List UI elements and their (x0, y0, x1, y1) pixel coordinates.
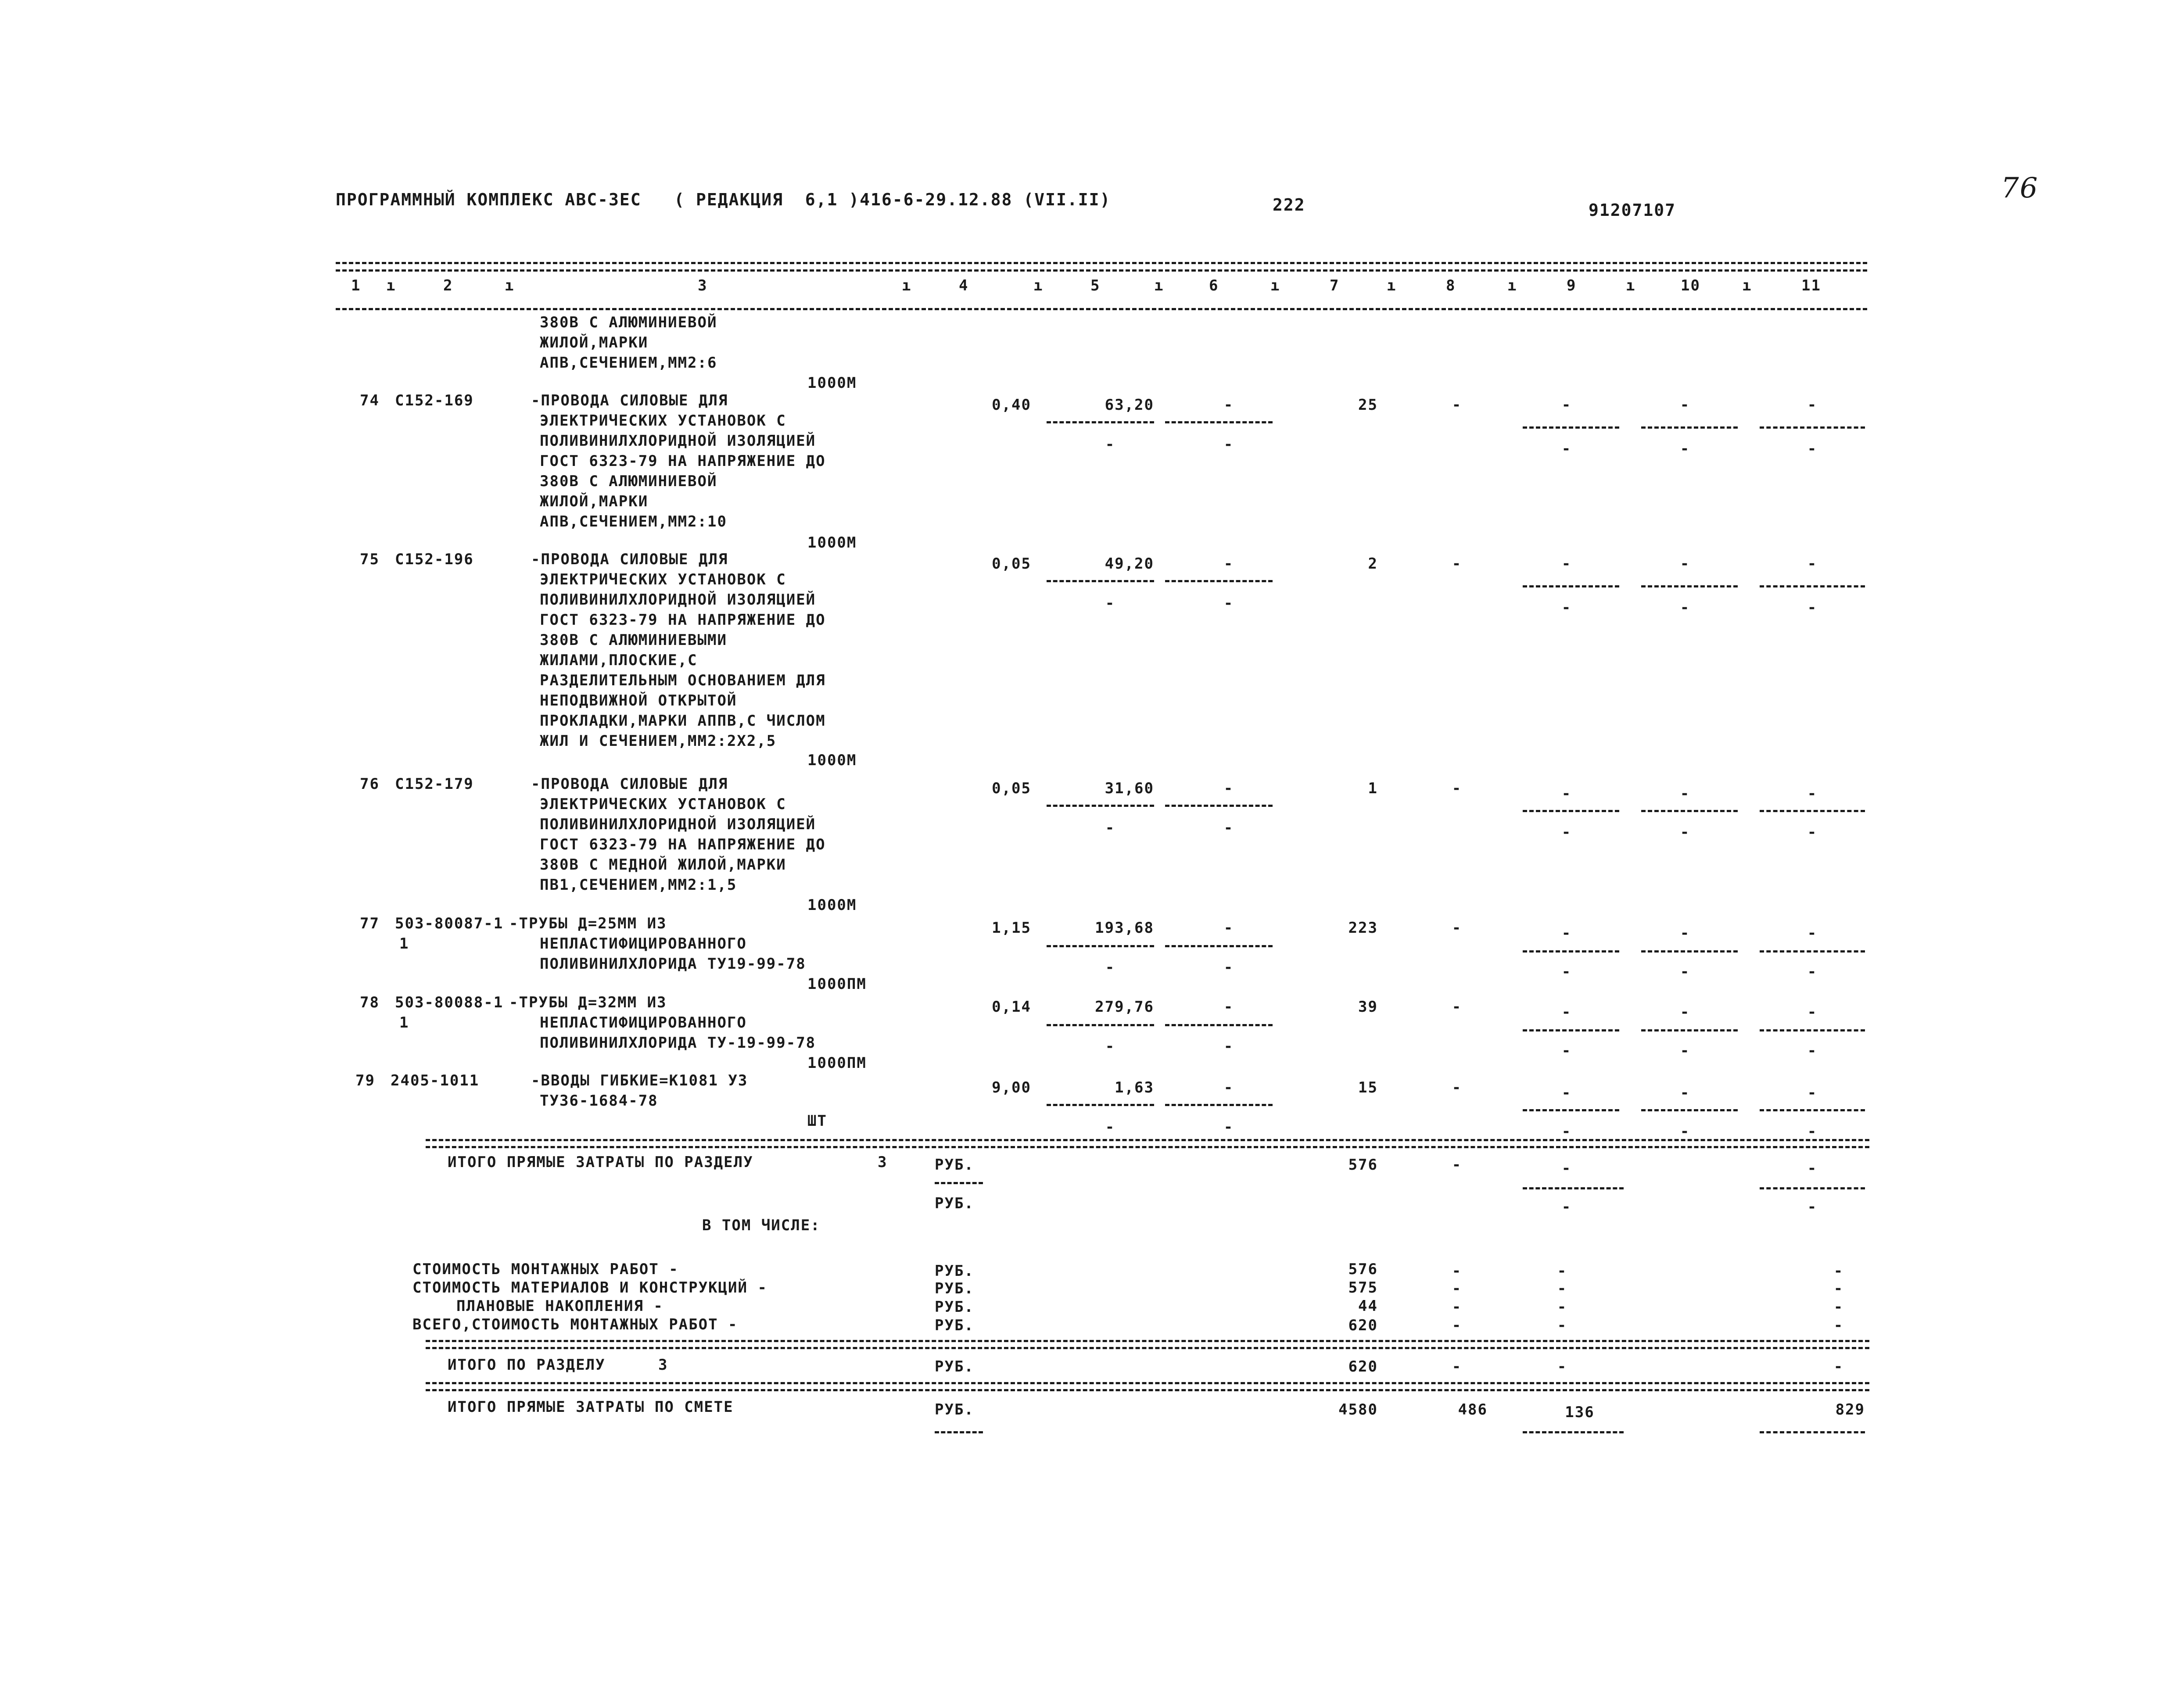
description-line: АПВ,СЕЧЕНИЕМ,ММ2:10 (540, 513, 727, 530)
col11-cell: - (1807, 1160, 1818, 1177)
subtotal-rule (1760, 810, 1865, 812)
total-cost-cell: 2 (1368, 555, 1378, 573)
subtotal-rule (1641, 950, 1738, 953)
quantity-cell: 0,05 (992, 780, 1031, 797)
subtotal-rule (1760, 1029, 1865, 1031)
description-line: -ВВОДЫ ГИБКИЕ=К1081 У3 (531, 1072, 748, 1089)
subtotal-rule (1760, 950, 1865, 953)
sub-col11-cell: - (1807, 440, 1818, 458)
row-number: 75 (360, 551, 380, 568)
row-code-continuation: 1 (399, 1014, 409, 1031)
currency-label: РУБ. (935, 1195, 974, 1212)
subtotal-rule (1641, 426, 1738, 429)
column-header-8: 8 (1446, 277, 1456, 294)
subtotal-rule (1641, 585, 1738, 587)
col8-cell: - (1452, 1358, 1462, 1375)
description-line: -ПРОВОДА СИЛОВЫЕ ДЛЯ (531, 551, 728, 568)
total-cost-cell: 25 (1358, 396, 1378, 414)
subtotal-rule (1047, 1104, 1154, 1106)
description-line: ЭЛЕКТРИЧЕСКИХ УСТАНОВОК С (540, 795, 786, 813)
row-number: 76 (360, 775, 380, 793)
subtotal-rule (1760, 1109, 1865, 1111)
description-line: ПРОКЛАДКИ,МАРКИ АППВ,С ЧИСЛОМ (540, 712, 826, 730)
quantity-cell: 0,40 (992, 396, 1031, 414)
column-header-2: 2 (443, 277, 453, 294)
col8-cell: - (1452, 1262, 1462, 1280)
sub-col11-cell: - (1807, 1198, 1818, 1216)
description-line: ПОЛИВИНИЛХЛОРИДНОЙ ИЗОЛЯЦИЕЙ (540, 816, 816, 833)
col9-cell: - (1561, 785, 1572, 802)
column-header-11: 11 (1801, 277, 1821, 294)
col6-cell: - (1223, 780, 1234, 797)
total-cost-cell: 620 (1348, 1317, 1378, 1334)
currency-label: РУБ. (935, 1358, 974, 1375)
total-cost-cell: 576 (1348, 1156, 1378, 1174)
subtotal-rule (1760, 1187, 1865, 1189)
section-number: 3 (878, 1153, 888, 1171)
column-header-5: 5 (1090, 277, 1101, 294)
col11-cell: - (1833, 1317, 1844, 1334)
description-line: АПВ,СЕЧЕНИЕМ,ММ2:6 (540, 354, 717, 372)
unit-price-cell: 193,68 (1095, 919, 1154, 937)
total-cost-cell: 39 (1358, 998, 1378, 1016)
program-header: ПРОГРАММНЫЙ КОМПЛЕКС АВС-ЗЕС ( РЕДАКЦИЯ 6,1 )416-6-29.12.88 (VII.II) (336, 190, 1111, 209)
header-rule-mid (336, 269, 1867, 272)
quantity-cell: 9,00 (992, 1079, 1031, 1096)
subtotal-rule (1523, 950, 1619, 953)
col10-cell: - (1680, 555, 1690, 573)
sub-col9-cell: - (1561, 440, 1572, 458)
description-line: 380В С МЕДНОЙ ЖИЛОЙ,МАРКИ (540, 856, 786, 874)
col9-cell: - (1561, 1003, 1572, 1021)
sub-col10-cell: - (1680, 1042, 1690, 1060)
description-line: ПОЛИВИНИЛХЛОРИДНОЙ ИЗОЛЯЦИЕЙ (540, 432, 816, 450)
sub-col6-cell: - (1223, 1118, 1234, 1136)
subtotal-rule (1523, 1431, 1624, 1433)
column-header-10: 10 (1681, 277, 1700, 294)
sub-col6-cell: - (1223, 819, 1234, 837)
subtotal-rule (1523, 1029, 1619, 1031)
column-sep: ı (1387, 277, 1397, 294)
subtotal-rule (1047, 945, 1154, 947)
subtotal-rule (1523, 585, 1619, 587)
column-header-6: 6 (1209, 277, 1219, 294)
breakdown-label: ВСЕГО,СТОИМОСТЬ МОНТАЖНЫХ РАБОТ - (412, 1316, 738, 1333)
description-line: -ТРУБЫ Д=25ММ ИЗ (509, 915, 667, 932)
column-header-7: 7 (1330, 277, 1340, 294)
col8-cell: - (1452, 998, 1462, 1016)
col11-cell: 829 (1835, 1401, 1865, 1418)
col9-cell: - (1561, 396, 1572, 414)
unit-price-cell: 49,20 (1105, 555, 1154, 573)
header-rule-bottom (336, 308, 1867, 310)
col9-cell: - (1557, 1317, 1567, 1334)
subtotal-rule (1165, 805, 1273, 807)
col8-cell: - (1452, 396, 1462, 414)
unit-label: 1000М (807, 896, 857, 914)
row-number: 79 (355, 1072, 375, 1089)
column-sep: ı (386, 277, 396, 294)
page-number: 222 (1273, 195, 1305, 215)
row-number: 78 (360, 994, 380, 1011)
description-line: -ТРУБЫ Д=32ММ ИЗ (509, 994, 667, 1011)
col11-cell: - (1807, 785, 1818, 802)
sub-col5-cell: - (1105, 436, 1115, 453)
col11-cell: - (1807, 396, 1818, 414)
subtotal-rule (1523, 810, 1619, 812)
subtotal-rule (1165, 1104, 1273, 1106)
col11-cell: - (1807, 1003, 1818, 1021)
unit-label: 1000М (807, 534, 857, 551)
total-cost-cell: 1 (1368, 780, 1378, 797)
total-cost-cell: 223 (1348, 919, 1378, 937)
col9-cell: - (1557, 1358, 1567, 1375)
sub-col11-cell: - (1807, 599, 1818, 616)
currency-label: РУБ. (935, 1262, 974, 1280)
row-code: 503-80088-1 (395, 994, 504, 1011)
sub-col5-cell: - (1105, 819, 1115, 837)
col8-cell: - (1452, 1156, 1462, 1174)
description-line: НЕПЛАСТИФИЦИРОВАННОГО (540, 935, 747, 953)
breakdown-label: СТОИМОСТЬ МАТЕРИАЛОВ И КОНСТРУКЦИЙ - (412, 1279, 767, 1296)
subtotal-rule (1641, 810, 1738, 812)
description-line: ГОСТ 6323-79 НА НАПРЯЖЕНИЕ ДО (540, 611, 826, 629)
unit-label: 1000М (807, 374, 857, 392)
col11-cell: - (1807, 555, 1818, 573)
subtotal-rule (935, 1182, 983, 1184)
column-sep: ı (1626, 277, 1636, 294)
including-heading: В ТОМ ЧИСЛЕ: (702, 1217, 821, 1234)
subtotal-rule (1760, 426, 1865, 429)
column-header-4: 4 (959, 277, 969, 294)
column-header-9: 9 (1567, 277, 1577, 294)
sub-col5-cell: - (1105, 594, 1115, 612)
sub-col11-cell: - (1807, 824, 1818, 841)
sub-col5-cell: - (1105, 1118, 1115, 1136)
col9-cell: 136 (1565, 1404, 1595, 1421)
col9-cell: - (1561, 1084, 1572, 1102)
col9-cell: - (1557, 1298, 1567, 1316)
description-line: -ПРОВОДА СИЛОВЫЕ ДЛЯ (531, 392, 728, 409)
unit-price-cell: 1,63 (1115, 1079, 1154, 1096)
description-line: ЭЛЕКТРИЧЕСКИХ УСТАНОВОК С (540, 571, 786, 588)
subtotal-rule (1165, 1024, 1273, 1026)
total-cost-cell: 576 (1348, 1261, 1378, 1278)
column-header-3: 3 (698, 277, 708, 294)
currency-label: РУБ. (935, 1401, 974, 1418)
col6-cell: - (1223, 919, 1234, 937)
row-code-continuation: 1 (399, 935, 409, 953)
quantity-cell: 0,14 (992, 998, 1031, 1016)
col11-cell: - (1833, 1262, 1844, 1280)
section-rule (426, 1382, 1869, 1384)
subtotal-rule (935, 1431, 983, 1433)
total-cost-cell: 620 (1348, 1358, 1378, 1375)
col6-cell: - (1223, 555, 1234, 573)
sub-col9-cell: - (1561, 1042, 1572, 1060)
subtotal-rule (1641, 1029, 1738, 1031)
description-line: ПВ1,СЕЧЕНИЕМ,ММ2:1,5 (540, 876, 737, 894)
sub-col6-cell: - (1223, 436, 1234, 453)
col10-cell: - (1680, 396, 1690, 414)
subtotal-rule (1641, 1109, 1738, 1111)
document-code: 91207107 (1589, 201, 1676, 220)
description-line: ПОЛИВИНИЛХЛОРИДА ТУ-19-99-78 (540, 1034, 816, 1052)
subtotal-rule (1047, 580, 1154, 582)
col9-cell: - (1557, 1262, 1567, 1280)
subtotal-rule (1523, 1187, 1624, 1189)
direct-costs-label: ИТОГО ПРЯМЫЕ ЗАТРАТЫ ПО РАЗДЕЛУ (448, 1153, 753, 1171)
column-header-1: 1 (351, 277, 361, 294)
unit-label: ШТ (807, 1112, 827, 1130)
row-code: С152-196 (395, 551, 474, 568)
description-line: ПОЛИВИНИЛХЛОРИДНОЙ ИЗОЛЯЦИЕЙ (540, 591, 816, 609)
sub-col5-cell: - (1105, 959, 1115, 976)
description-line: ГОСТ 6323-79 НА НАПРЯЖЕНИЕ ДО (540, 836, 826, 853)
description-line: ГОСТ 6323-79 НА НАПРЯЖЕНИЕ ДО (540, 452, 826, 470)
subtotal-rule (1760, 585, 1865, 587)
sub-col10-cell: - (1680, 440, 1690, 458)
sub-col11-cell: - (1807, 963, 1818, 981)
column-sep: ı (1033, 277, 1044, 294)
currency-label: РУБ. (935, 1317, 974, 1334)
column-sep: ı (1154, 277, 1164, 294)
row-code: С152-179 (395, 775, 474, 793)
quantity-cell: 1,15 (992, 919, 1031, 937)
col8-cell: - (1452, 1317, 1462, 1334)
unit-label: 1000ПМ (807, 1054, 867, 1072)
col9-cell: - (1557, 1280, 1567, 1297)
subtotal-rule (1047, 1024, 1154, 1026)
subtotal-rule (1047, 805, 1154, 807)
subtotal-rule (1760, 1431, 1865, 1433)
col10-cell: - (1680, 1003, 1690, 1021)
col9-cell: - (1561, 924, 1572, 942)
sub-col5-cell: - (1105, 1038, 1115, 1055)
sub-col10-cell: - (1680, 599, 1690, 616)
col11-cell: - (1807, 924, 1818, 942)
description-line: -ПРОВОДА СИЛОВЫЕ ДЛЯ (531, 775, 728, 793)
section-rule (426, 1340, 1869, 1342)
sub-col9-cell: - (1561, 1123, 1572, 1140)
handwritten-page-number: 76 (2001, 172, 2039, 204)
section-rule (426, 1139, 1869, 1141)
col6-cell: - (1223, 396, 1234, 414)
col8-cell: - (1452, 1280, 1462, 1297)
column-sep: ı (1742, 277, 1752, 294)
sub-col10-cell: - (1680, 963, 1690, 981)
total-cost-cell: 15 (1358, 1079, 1378, 1096)
description-line: НЕПЛАСТИФИЦИРОВАННОГО (540, 1014, 747, 1031)
sub-col9-cell: - (1561, 824, 1572, 841)
currency-label: РУБ. (935, 1156, 974, 1174)
sub-col10-cell: - (1680, 1123, 1690, 1140)
row-code: 503-80087-1 (395, 915, 504, 932)
section-rule (426, 1347, 1869, 1349)
quantity-cell: 0,05 (992, 555, 1031, 573)
sub-col11-cell: - (1807, 1042, 1818, 1060)
description-line: ЖИЛОЙ,МАРКИ (540, 493, 649, 510)
description-line: РАЗДЕЛИТЕЛЬНЫМ ОСНОВАНИЕМ ДЛЯ (540, 672, 826, 689)
subtotal-rule (1165, 945, 1273, 947)
col10-cell: - (1680, 924, 1690, 942)
sub-col6-cell: - (1223, 594, 1234, 612)
unit-label: 1000М (807, 752, 857, 769)
section-rule (426, 1146, 1869, 1148)
col11-cell: - (1833, 1358, 1844, 1375)
col6-cell: - (1223, 998, 1234, 1016)
subtotal-rule (1523, 426, 1619, 429)
sub-col9-cell: - (1561, 963, 1572, 981)
col9-cell: - (1561, 555, 1572, 573)
col10-cell: - (1680, 785, 1690, 802)
breakdown-label: СТОИМОСТЬ МОНТАЖНЫХ РАБОТ - (412, 1261, 679, 1278)
total-cost-cell: 44 (1358, 1297, 1378, 1315)
description-line: ЖИЛОЙ,МАРКИ (540, 334, 649, 351)
column-sep: ı (505, 277, 515, 294)
total-cost-cell: 4580 (1338, 1401, 1378, 1418)
sub-col9-cell: - (1561, 599, 1572, 616)
description-line: ЖИЛАМИ,ПЛОСКИЕ,С (540, 652, 698, 669)
description-line: 380В С АЛЮМИНИЕВОЙ (540, 473, 717, 490)
col10-cell: - (1680, 1084, 1690, 1102)
description-line: ТУ36-1684-78 (540, 1092, 658, 1110)
header-rule-top (336, 262, 1867, 264)
unit-price-cell: 31,60 (1105, 780, 1154, 797)
estimate-total-label: ИТОГО ПРЯМЫЕ ЗАТРАТЫ ПО СМЕТЕ (448, 1398, 734, 1416)
column-sep: ı (1507, 277, 1517, 294)
subtotal-rule (1047, 421, 1154, 423)
total-cost-cell: 575 (1348, 1279, 1378, 1296)
description-line: ЖИЛ И СЕЧЕНИЕМ,ММ2:2Х2,5 (540, 732, 777, 750)
col8-cell: - (1452, 555, 1462, 573)
row-code: 2405-1011 (391, 1072, 480, 1089)
row-number: 77 (360, 915, 380, 932)
currency-label: РУБ. (935, 1280, 974, 1297)
col8-cell: 486 (1458, 1401, 1488, 1418)
currency-label: РУБ. (935, 1298, 974, 1316)
description-line: ПОЛИВИНИЛХЛОРИДА ТУ19-99-78 (540, 955, 806, 973)
col11-cell: - (1833, 1280, 1844, 1297)
sub-col10-cell: - (1680, 824, 1690, 841)
col8-cell: - (1452, 919, 1462, 937)
description-line: 380В С АЛЮМИНИЕВЫМИ (540, 631, 727, 649)
sub-col11-cell: - (1807, 1123, 1818, 1140)
col9-cell: - (1561, 1160, 1572, 1177)
col8-cell: - (1452, 1079, 1462, 1096)
subtotal-rule (1523, 1109, 1619, 1111)
sub-col9-cell: - (1561, 1198, 1572, 1216)
section-rule (426, 1389, 1869, 1391)
col8-cell: - (1452, 1298, 1462, 1316)
description-line: НЕПОДВИЖНОЙ ОТКРЫТОЙ (540, 692, 737, 709)
description-line: ЭЛЕКТРИЧЕСКИХ УСТАНОВОК С (540, 412, 786, 430)
section-total-label: ИТОГО ПО РАЗДЕЛУ (448, 1356, 606, 1374)
col11-cell: - (1807, 1084, 1818, 1102)
unit-price-cell: 279,76 (1095, 998, 1154, 1016)
description-line: 380В С АЛЮМИНИЕВОЙ (540, 314, 717, 331)
sub-col6-cell: - (1223, 1038, 1234, 1055)
column-sep: ı (1270, 277, 1280, 294)
subtotal-rule (1165, 580, 1273, 582)
row-number: 74 (360, 392, 380, 409)
subtotal-rule (1165, 421, 1273, 423)
col8-cell: - (1452, 780, 1462, 797)
unit-label: 1000ПМ (807, 975, 867, 993)
col11-cell: - (1833, 1298, 1844, 1316)
col6-cell: - (1223, 1079, 1234, 1096)
breakdown-label: ПЛАНОВЫЕ НАКОПЛЕНИЯ - (456, 1297, 663, 1315)
section-number: 3 (658, 1356, 668, 1374)
sub-col6-cell: - (1223, 959, 1234, 976)
row-code: С152-169 (395, 392, 474, 409)
column-sep: ı (902, 277, 912, 294)
unit-price-cell: 63,20 (1105, 396, 1154, 414)
